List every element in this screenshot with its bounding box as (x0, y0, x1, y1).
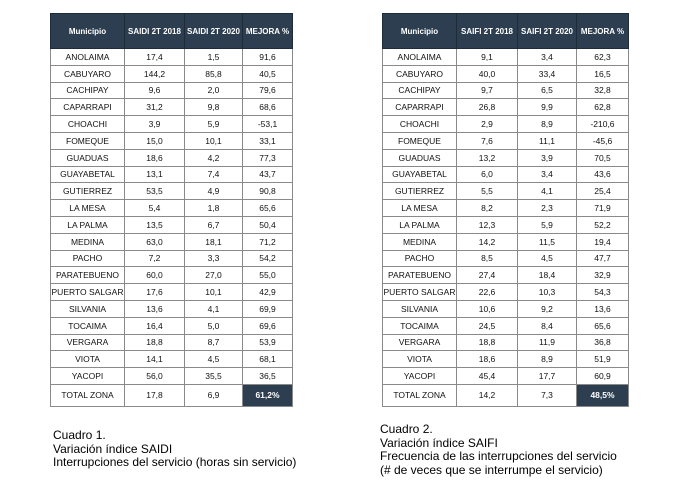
table-row (383, 149, 629, 166)
cell-mejora: 77,3 (243, 149, 293, 166)
table-row (51, 216, 293, 233)
caption-description: Frecuencia de las interrupciones del servicio (380, 449, 617, 463)
cell-mejora: 54,2 (243, 250, 293, 267)
cell-2018: 26,8 (457, 99, 518, 116)
cell-2020: 3,4 (518, 49, 577, 66)
cell-municipio: PUERTO SALGAR (51, 284, 125, 301)
cell-2020: 10,1 (185, 132, 243, 149)
cell-municipio: YACOPI (51, 368, 125, 385)
cell-mejora: 32,8 (577, 82, 629, 99)
caption-note: (# de veces que se interrumpe el servicio) (380, 462, 603, 477)
cell-municipio: SILVANIA (51, 300, 125, 317)
column-header-mejora: MEJORA % (243, 14, 293, 49)
cell-municipio: VERGARA (51, 334, 125, 351)
cell-2020: 10,1 (185, 284, 243, 301)
cell-mejora: 51,9 (577, 351, 629, 368)
cell-2020: 4,1 (185, 300, 243, 317)
cell-municipio: PUERTO SALGAR (383, 284, 457, 301)
cell-municipio: GUAYABETAL (383, 166, 457, 183)
table-row (383, 284, 629, 301)
cell-2018: 40,0 (457, 65, 518, 82)
table-row (51, 166, 293, 183)
cell-2018: 12,3 (457, 216, 518, 233)
cell-mejora: 69,9 (243, 300, 293, 317)
table-row (51, 82, 293, 99)
table-row (51, 49, 293, 66)
cell-2020: 6,7 (185, 216, 243, 233)
cell-2020: 11,9 (518, 334, 577, 351)
cell-municipio: VIOTA (383, 351, 457, 368)
cell-2020: 33,4 (518, 65, 577, 82)
cell-municipio: SILVANIA (383, 300, 457, 317)
cell-mejora: 62,3 (577, 49, 629, 66)
cell-2018: 8,2 (457, 200, 518, 217)
cell-mejora: 36,8 (577, 334, 629, 351)
cell-2020: 11,1 (518, 132, 577, 149)
cell-2018: 60,0 (125, 267, 185, 284)
cell-municipio: LA PALMA (51, 216, 125, 233)
cell-2018: 7,2 (125, 250, 185, 267)
cell-municipio: PARATEBUENO (51, 267, 125, 284)
table-row (383, 216, 629, 233)
cell-mejora: 19,4 (577, 233, 629, 250)
table-row (51, 149, 293, 166)
cell-2018: 13,6 (125, 300, 185, 317)
cell-2018: 18,8 (457, 334, 518, 351)
cell-2020: 10,3 (518, 284, 577, 301)
cell-2018: 13,1 (125, 166, 185, 183)
cell-municipio: MEDINA (383, 233, 457, 250)
total-mejora-highlight: 61,2% (243, 384, 293, 406)
table-row (383, 250, 629, 267)
column-header-saifi-2020: SAIFI 2T 2020 (518, 14, 577, 49)
cell-2020: 2,0 (185, 82, 243, 99)
cell-mejora: 91,6 (243, 49, 293, 66)
cell-mejora: 40,5 (243, 65, 293, 82)
cell-2018: 17,4 (125, 49, 185, 66)
cell-2020: 8,9 (518, 351, 577, 368)
cell-2018: 18,8 (125, 334, 185, 351)
cell-municipio: PACHO (51, 250, 125, 267)
cell-2018: 14,1 (125, 351, 185, 368)
cell-2020: 5,0 (185, 317, 243, 334)
cell-2018: 144,2 (125, 65, 185, 82)
cell-2020: 4,5 (518, 250, 577, 267)
cell-2020: 4,1 (518, 183, 577, 200)
table-row (383, 334, 629, 351)
caption-description: Interrupciones del servicio (horas sin servicio) (53, 455, 297, 469)
cell-2018: 6,0 (457, 166, 518, 183)
table-row (383, 82, 629, 99)
table-row (383, 183, 629, 200)
cell-2018: 5,4 (125, 200, 185, 217)
table-header-row (383, 14, 629, 49)
cell-2020: 9,8 (185, 99, 243, 116)
table-row (51, 300, 293, 317)
cell-mejora: 60,9 (577, 368, 629, 385)
cell-municipio: GUADUAS (51, 149, 125, 166)
cell-municipio: CABUYARO (51, 65, 125, 82)
cell-mejora: 79,6 (243, 82, 293, 99)
cell-mejora: 54,3 (577, 284, 629, 301)
saidi-table (50, 13, 293, 407)
cell-2020: 8,4 (518, 317, 577, 334)
table-row (51, 250, 293, 267)
cell-municipio: YACOPI (383, 368, 457, 385)
cell-2018: 10,6 (457, 300, 518, 317)
cell-2020: 35,5 (185, 368, 243, 385)
table-row (51, 351, 293, 368)
cell-mejora: 43,6 (577, 166, 629, 183)
cell-mejora: 53,9 (243, 334, 293, 351)
cell-municipio: VERGARA (383, 334, 457, 351)
cell-municipio: CAPARRAPI (51, 99, 125, 116)
cell-mejora: 43,7 (243, 166, 293, 183)
table-row (51, 368, 293, 385)
cell-municipio: FOMEQUE (51, 132, 125, 149)
total-row (383, 384, 629, 406)
total-cell-municipio: TOTAL ZONA (51, 384, 125, 406)
total-cell-2020: 7,3 (518, 384, 577, 406)
column-header-saidi-2018: SAIDI 2T 2018 (125, 14, 185, 49)
cell-municipio: CACHIPAY (51, 82, 125, 99)
cell-2018: 18,6 (125, 149, 185, 166)
table-row (51, 284, 293, 301)
cell-mejora: 33,1 (243, 132, 293, 149)
cell-2020: 85,8 (185, 65, 243, 82)
table-row (51, 183, 293, 200)
cell-2018: 24,5 (457, 317, 518, 334)
cell-2018: 13,5 (125, 216, 185, 233)
cell-municipio: CAPARRAPI (383, 99, 457, 116)
cell-municipio: ANOLAIMA (51, 49, 125, 66)
cell-municipio: CACHIPAY (383, 82, 457, 99)
cell-2020: 4,2 (185, 149, 243, 166)
cell-mejora: 25,4 (577, 183, 629, 200)
cell-municipio: CABUYARO (383, 65, 457, 82)
cell-2018: 9,6 (125, 82, 185, 99)
caption-title: Cuadro 1. (53, 428, 106, 442)
table-row (383, 300, 629, 317)
cell-2018: 8,5 (457, 250, 518, 267)
column-header-saifi-2018: SAIFI 2T 2018 (457, 14, 518, 49)
cell-2020: 8,7 (185, 334, 243, 351)
total-cell-2018: 17,8 (125, 384, 185, 406)
column-header-saidi-2020: SAIDI 2T 2020 (185, 14, 243, 49)
cell-mejora: 90,8 (243, 183, 293, 200)
cell-mejora: 16,5 (577, 65, 629, 82)
table-row (51, 334, 293, 351)
cell-2018: 45,4 (457, 368, 518, 385)
cell-mejora: -210,6 (577, 116, 629, 133)
cell-2018: 3,9 (125, 116, 185, 133)
caption-title: Cuadro 2. (380, 422, 433, 436)
cell-2020: 27,0 (185, 267, 243, 284)
cell-2020: 7,4 (185, 166, 243, 183)
cell-2018: 22,6 (457, 284, 518, 301)
total-cell-municipio: TOTAL ZONA (383, 384, 457, 406)
cell-mejora: 42,9 (243, 284, 293, 301)
table-row (383, 99, 629, 116)
cell-2020: 18,1 (185, 233, 243, 250)
cell-2018: 13,2 (457, 149, 518, 166)
cell-municipio: GUTIERREZ (51, 183, 125, 200)
cell-mejora: 65,6 (577, 317, 629, 334)
cell-2020: 11,5 (518, 233, 577, 250)
cell-2020: 1,8 (185, 200, 243, 217)
cell-2018: 17,6 (125, 284, 185, 301)
caption-cuadro-2 (380, 423, 617, 477)
cell-mejora: 32,9 (577, 267, 629, 284)
table-row (383, 49, 629, 66)
cell-2018: 16,4 (125, 317, 185, 334)
column-header-municipio: Municipio (383, 14, 457, 49)
table-row (383, 65, 629, 82)
cell-mejora: 50,4 (243, 216, 293, 233)
cell-municipio: PARATEBUENO (383, 267, 457, 284)
table-row (51, 267, 293, 284)
cell-2020: 17,7 (518, 368, 577, 385)
cell-municipio: GUADUAS (383, 149, 457, 166)
total-mejora-highlight: 48,5% (577, 384, 629, 406)
cell-2018: 7,6 (457, 132, 518, 149)
cell-mejora: 62,8 (577, 99, 629, 116)
table-row (51, 200, 293, 217)
cell-mejora: 71,9 (577, 200, 629, 217)
cell-mejora: 13,6 (577, 300, 629, 317)
table-row (51, 317, 293, 334)
cell-municipio: GUAYABETAL (51, 166, 125, 183)
cell-2018: 53,5 (125, 183, 185, 200)
cell-mejora: 36,5 (243, 368, 293, 385)
cell-mejora: -45,6 (577, 132, 629, 149)
table-row (383, 200, 629, 217)
cell-municipio: PACHO (383, 250, 457, 267)
table-row (383, 166, 629, 183)
cell-2018: 9,1 (457, 49, 518, 66)
cell-mejora: 52,2 (577, 216, 629, 233)
caption-subtitle: Variación índice SAIDI (53, 441, 173, 456)
table-row (51, 116, 293, 133)
cell-municipio: ANOLAIMA (383, 49, 457, 66)
cell-mejora: 70,5 (577, 149, 629, 166)
cell-municipio: GUTIERREZ (383, 183, 457, 200)
cell-2020: 5,9 (518, 216, 577, 233)
table-row (383, 267, 629, 284)
cell-2020: 5,9 (185, 116, 243, 133)
cell-municipio: VIOTA (51, 351, 125, 368)
cell-municipio: LA MESA (383, 200, 457, 217)
cell-2020: 3,4 (518, 166, 577, 183)
table-row (383, 132, 629, 149)
table-row (383, 317, 629, 334)
cell-2020: 9,2 (518, 300, 577, 317)
cell-2018: 31,2 (125, 99, 185, 116)
total-cell-2018: 14,2 (457, 384, 518, 406)
cell-municipio: LA MESA (51, 200, 125, 217)
cell-mejora: 65,6 (243, 200, 293, 217)
table-row (383, 351, 629, 368)
cell-2018: 2,9 (457, 116, 518, 133)
cell-mejora: 68,1 (243, 351, 293, 368)
table-header-row (51, 14, 293, 49)
cell-2018: 5,5 (457, 183, 518, 200)
cell-2020: 2,3 (518, 200, 577, 217)
cell-mejora: 55,0 (243, 267, 293, 284)
table-row (383, 368, 629, 385)
cell-mejora: 68,6 (243, 99, 293, 116)
cell-municipio: CHOACHI (383, 116, 457, 133)
column-header-mejora: MEJORA % (577, 14, 629, 49)
cell-mejora: 47,7 (577, 250, 629, 267)
cell-2020: 6,5 (518, 82, 577, 99)
total-cell-2020: 6,9 (185, 384, 243, 406)
table-row (51, 65, 293, 82)
cell-2020: 18,4 (518, 267, 577, 284)
column-header-municipio: Municipio (51, 14, 125, 49)
cell-2018: 15,0 (125, 132, 185, 149)
cell-2020: 9,9 (518, 99, 577, 116)
cell-municipio: LA PALMA (383, 216, 457, 233)
cell-2018: 18,6 (457, 351, 518, 368)
table-row (51, 132, 293, 149)
cell-2020: 1,5 (185, 49, 243, 66)
table-row (51, 233, 293, 250)
table-row (51, 99, 293, 116)
saifi-table (382, 13, 629, 407)
cell-2020: 3,9 (518, 149, 577, 166)
cell-2020: 4,9 (185, 183, 243, 200)
table-row (383, 116, 629, 133)
cell-municipio: FOMEQUE (383, 132, 457, 149)
cell-municipio: CHOACHI (51, 116, 125, 133)
cell-mejora: -53,1 (243, 116, 293, 133)
table-row (383, 233, 629, 250)
caption-cuadro-1 (53, 429, 296, 470)
cell-mejora: 71,2 (243, 233, 293, 250)
cell-2018: 56,0 (125, 368, 185, 385)
cell-2020: 4,5 (185, 351, 243, 368)
cell-2020: 8,9 (518, 116, 577, 133)
cell-municipio: TOCAIMA (51, 317, 125, 334)
cell-municipio: MEDINA (51, 233, 125, 250)
cell-2018: 27,4 (457, 267, 518, 284)
cell-2018: 14,2 (457, 233, 518, 250)
total-row (51, 384, 293, 406)
cell-municipio: TOCAIMA (383, 317, 457, 334)
cell-mejora: 69,6 (243, 317, 293, 334)
cell-2018: 63,0 (125, 233, 185, 250)
caption-subtitle: Variación índice SAIFI (380, 435, 498, 450)
cell-2018: 9,7 (457, 82, 518, 99)
cell-2020: 3,3 (185, 250, 243, 267)
